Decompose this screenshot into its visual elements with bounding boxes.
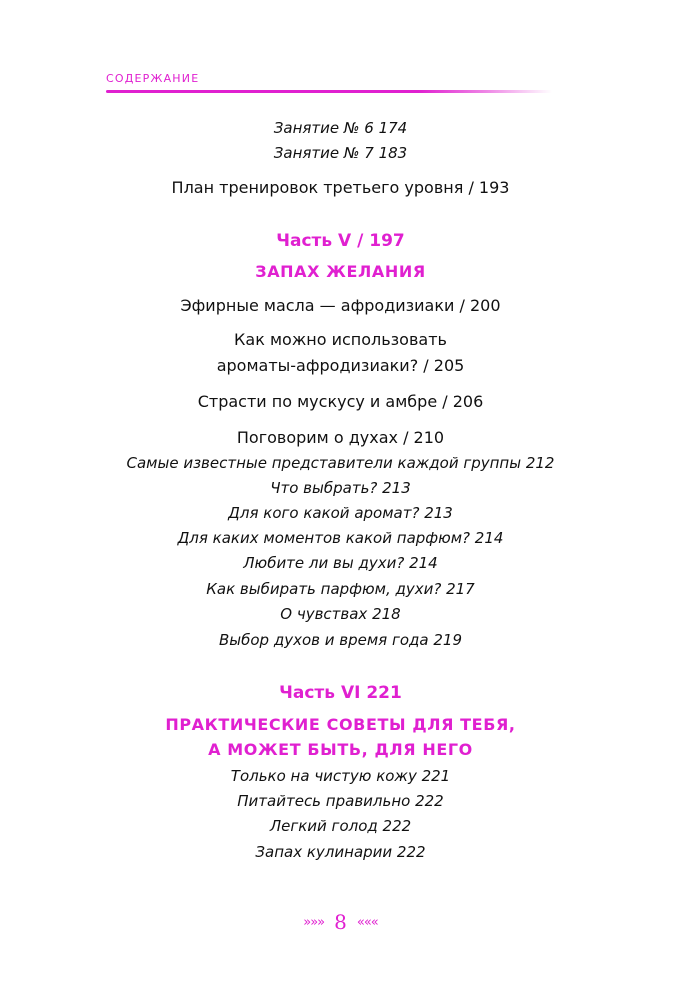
part-title: ПРАКТИЧЕСКИЕ СОВЕТЫ ДЛЯ ТЕБЯ, [165, 715, 516, 734]
toc-subentry: О чувствах 218 [280, 605, 401, 623]
toc-entry: Страсти по мускусу и амбре / 206 [197, 392, 484, 411]
part-heading: Часть V / 197 [276, 231, 405, 251]
page-number: 8 [334, 910, 347, 934]
toc-subentry: Самые известные представители каждой группы 212 [126, 454, 555, 472]
toc-subentry: Выбор духов и время года 219 [219, 631, 462, 649]
toc-subentry: Питайтесь правильно 222 [237, 792, 444, 810]
page-folio [0, 910, 681, 934]
toc-subentry: Только на чистую кожу 221 [230, 767, 451, 785]
toc-subentry: Запах кулинарии 222 [255, 843, 426, 861]
toc-entry: Поговорим о духах / 210 [236, 428, 445, 447]
toc-subentry: Для каких моментов какой парфюм? 214 [177, 529, 504, 547]
toc-entry: ароматы-афродизиаки? / 205 [216, 356, 465, 375]
toc-subentry: Что выбрать? 213 [270, 479, 411, 497]
toc-subentry: Легкий голод 222 [269, 817, 412, 835]
header-rule [106, 90, 552, 93]
toc-entry: План тренировок третьего уровня / 193 [171, 178, 510, 197]
toc-entry: Занятие № 7 183 [273, 144, 408, 162]
toc-subentry: Любите ли вы духи? 214 [243, 554, 438, 572]
part-title: А МОЖЕТ БЫТЬ, ДЛЯ НЕГО [208, 740, 473, 759]
toc-subentry: Для кого какой аромат? 213 [228, 504, 453, 522]
ornament-right-icon: ««« [356, 915, 378, 930]
toc-entry: Занятие № 6 174 [273, 119, 408, 137]
toc-subentry: Как выбирать парфюм, духи? 217 [206, 580, 475, 598]
toc-entry: Эфирные масла — афродизиаки / 200 [180, 296, 501, 315]
part-title: ЗАПАХ ЖЕЛАНИЯ [255, 262, 426, 281]
part-heading: Часть VI 221 [279, 683, 402, 703]
running-head: СОДЕРЖАНИЕ [106, 72, 200, 85]
toc-entry: Как можно использовать [234, 330, 447, 349]
ornament-left-icon: »»» [303, 915, 325, 930]
